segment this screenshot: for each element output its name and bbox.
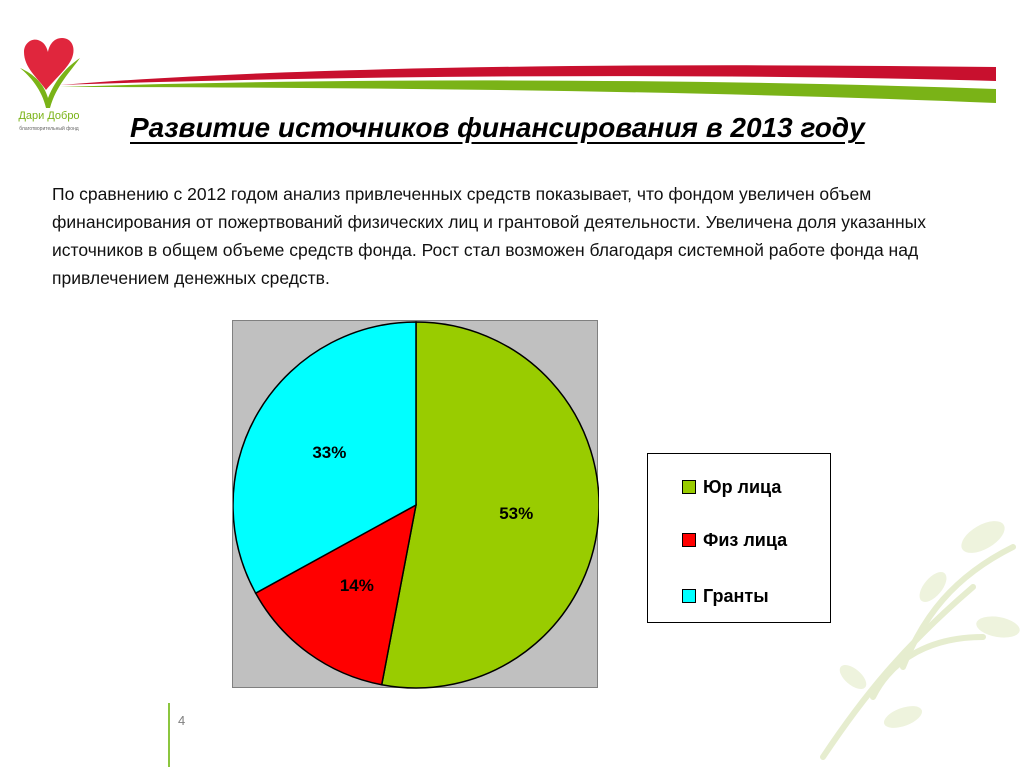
page-number: 4 xyxy=(178,713,186,728)
logo-subtitle: благотворительный фонд xyxy=(19,126,79,132)
legend-label: Юр лица xyxy=(703,476,782,497)
legend-item-fiz xyxy=(682,528,787,552)
page-title: Развитие источников финансирования в 2013 году xyxy=(130,112,865,143)
logo-name: Дари Добро xyxy=(18,110,80,122)
legend-item-jur xyxy=(682,475,781,499)
pie-chart xyxy=(233,321,599,689)
floral-ornament-icon xyxy=(783,477,1023,767)
legend-swatch xyxy=(682,480,696,494)
legend-label: Физ лица xyxy=(703,529,788,550)
chart-area xyxy=(232,320,598,688)
legend-label: Гранты xyxy=(703,585,769,606)
body-paragraph: По сравнению с 2012 годом анализ привлеченных средств показывает, что фондом увеличен объем финансирования от пожертвований физических лиц и грантовой деятельности. Увеличена доля указанных источников в общем объеме средств фонда. Рост стал возможен благодаря системной работе фонда над привлечением денежных средств. xyxy=(52,184,926,288)
pie-data-label-2: 14% xyxy=(339,575,374,595)
pie-data-label-3: 33% xyxy=(312,443,347,463)
footer-divider xyxy=(168,703,170,767)
legend-item-grants xyxy=(682,584,769,608)
legend-swatch xyxy=(682,589,696,603)
header-swoosh xyxy=(60,55,1023,105)
pie-data-label-1: 53% xyxy=(499,503,534,523)
legend-swatch xyxy=(682,533,696,547)
